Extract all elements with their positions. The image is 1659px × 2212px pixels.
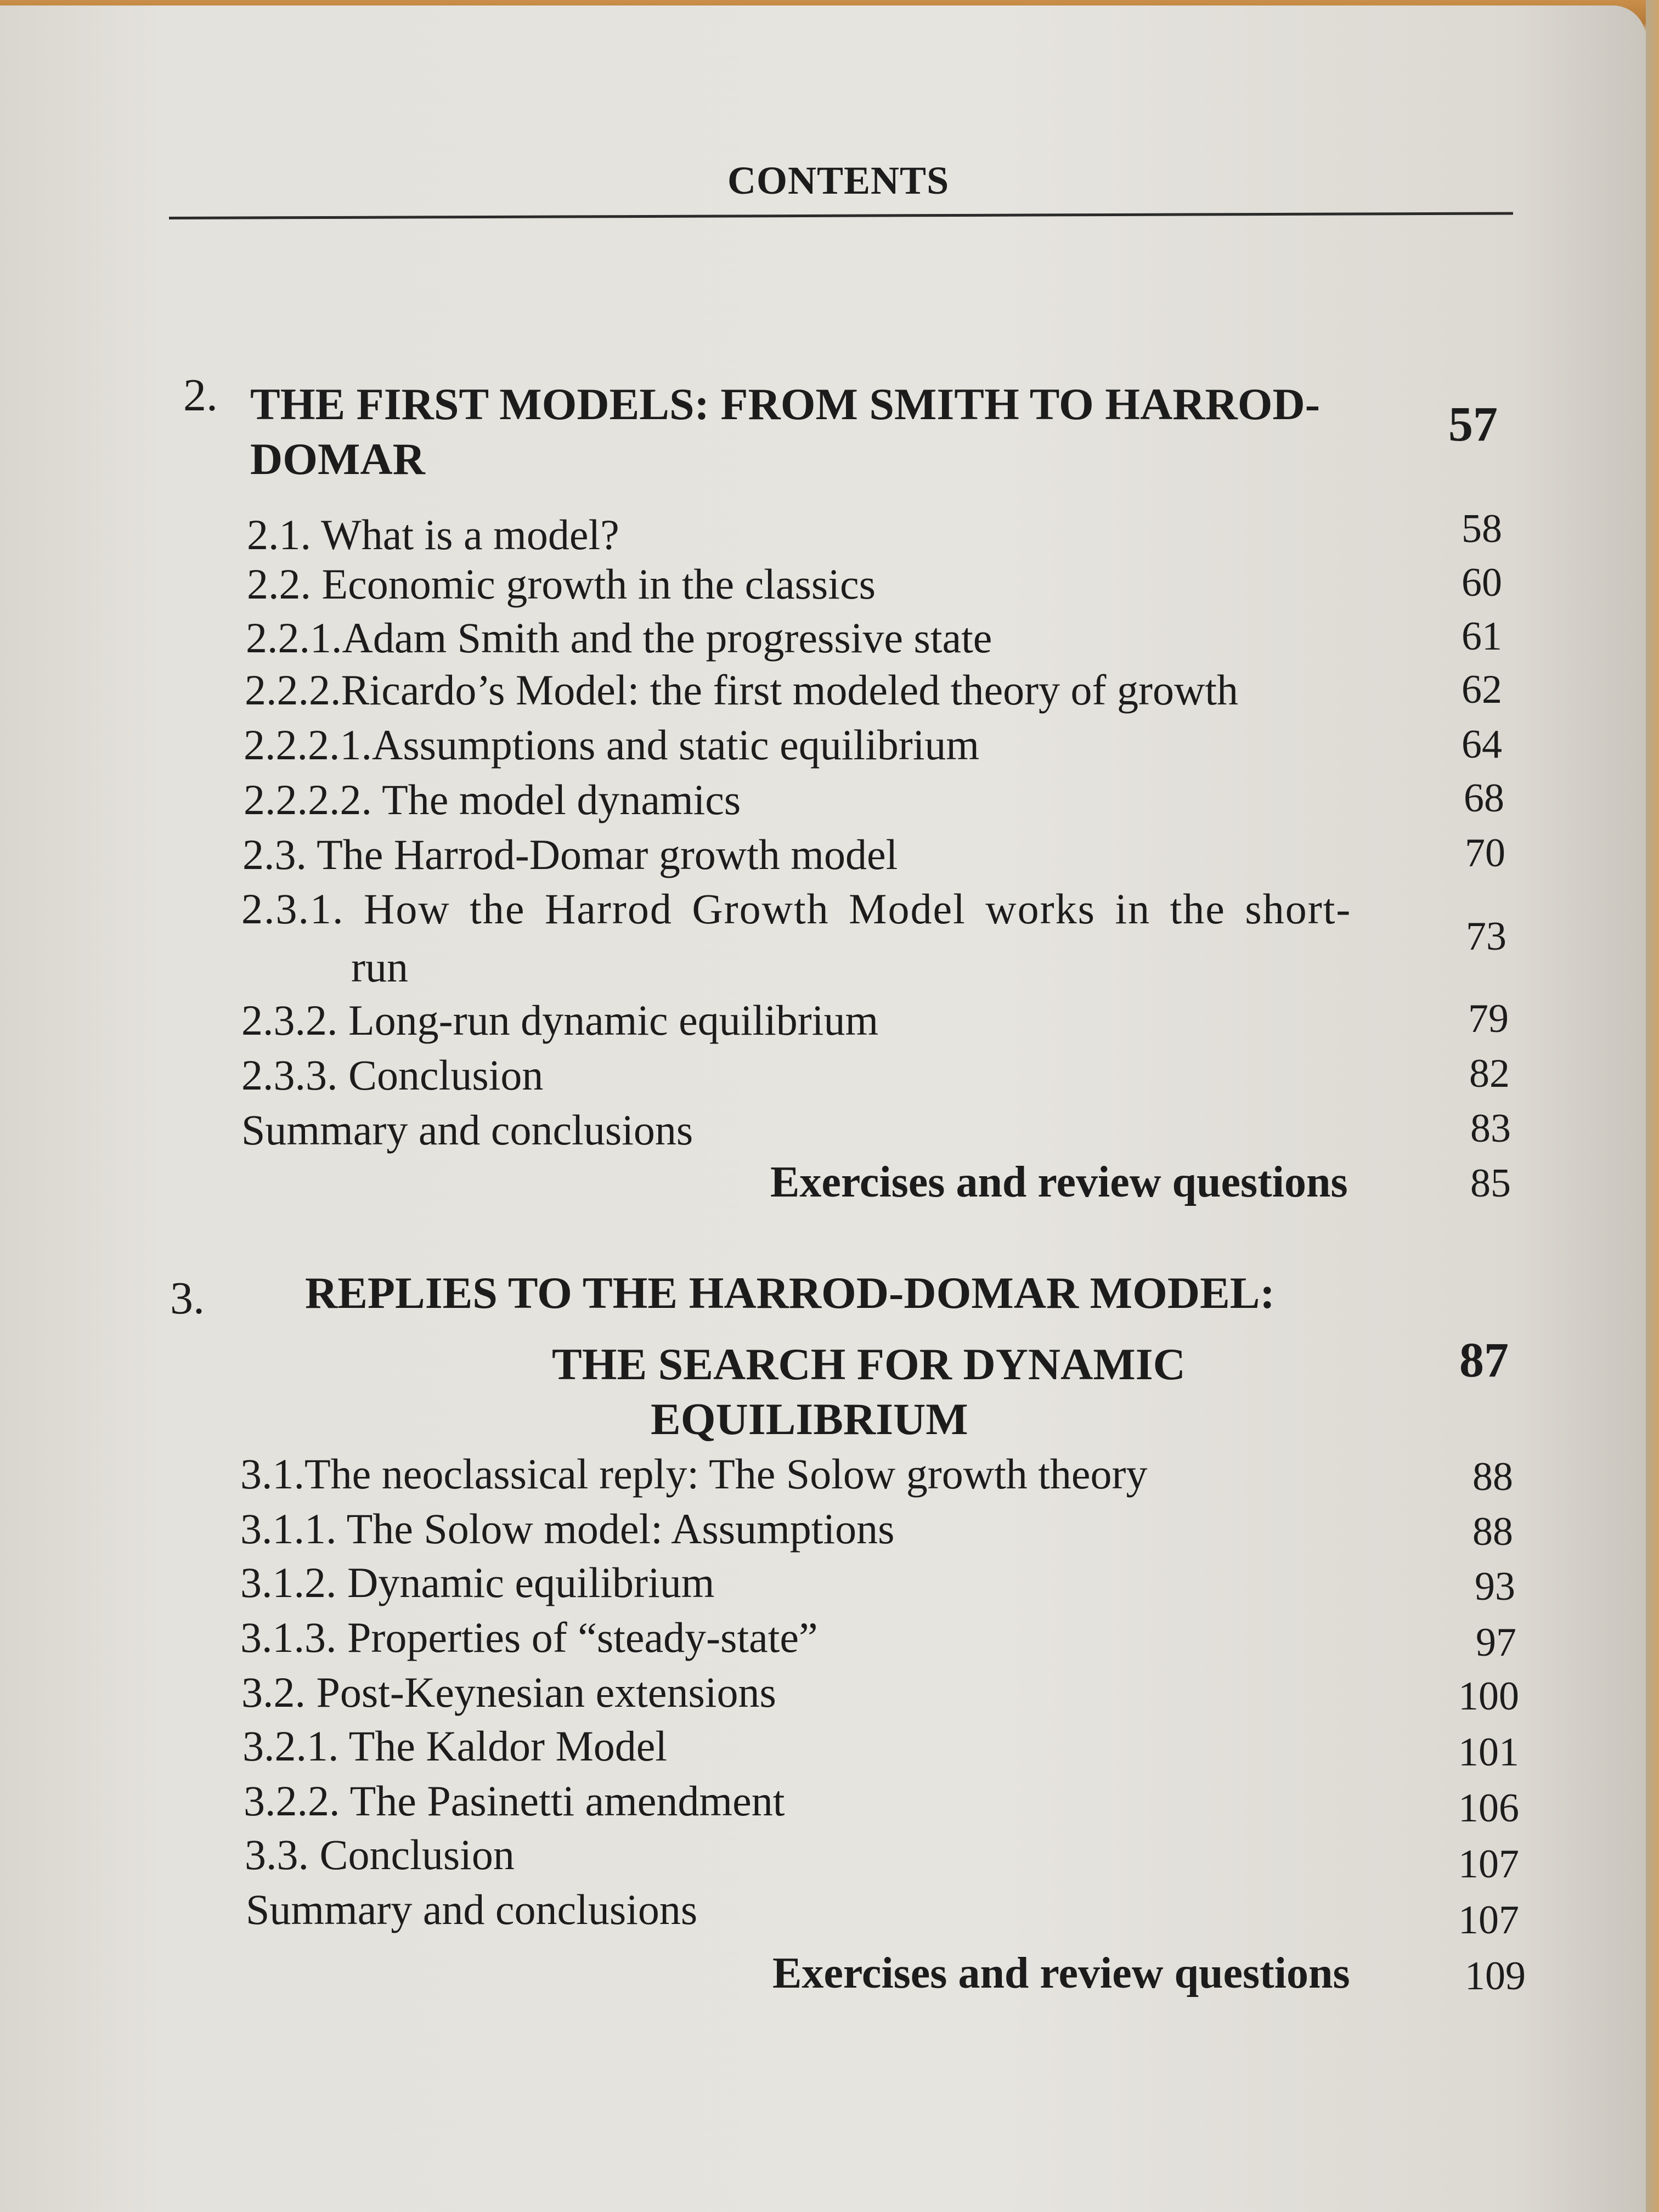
toc-page-number: 64 [1462,722,1502,767]
toc-entry: Summary and conclusions [241,1106,693,1154]
toc-entry: 2.3.2. Long-run dynamic equilibrium [241,996,879,1044]
chapter-title-line: THE FIRST MODELS: FROM SMITH TO HARROD- [250,379,1321,429]
toc-entry: 3.2. Post-Keynesian extensions [241,1668,776,1716]
toc-page-number: 107 [1458,1842,1519,1887]
toc-entry: Summary and conclusions [246,1886,698,1933]
toc-entry: 2.3.3. Conclusion [241,1051,544,1099]
toc-page-number: 62 [1462,667,1502,712]
toc-entry-continuation: run [351,943,408,991]
toc-entry: 3.1.1. The Solow model: Assumptions [240,1505,895,1553]
toc-page-number: 97 [1476,1620,1516,1665]
toc-page-number: 60 [1462,560,1502,605]
toc-page-number: 101 [1458,1730,1519,1775]
chapter-title-line: EQUILIBRIUM [651,1394,968,1444]
toc-page-number: 61 [1462,614,1502,659]
toc-page-number: 100 [1458,1674,1519,1719]
toc-entry: 2.3.1. How the Harrod Growth Model works in the short- [241,885,1352,933]
toc-page-number: 79 [1468,996,1509,1041]
exercises-heading: Exercises and review questions [770,1158,1348,1206]
toc-entry: 3.3. Conclusion [245,1831,515,1878]
toc-page-number: 88 [1472,1509,1513,1554]
chapter-page-number: 87 [1459,1333,1509,1387]
chapter-page-number: 57 [1448,397,1498,452]
toc-page-number: 93 [1475,1564,1515,1609]
chapter-number: 3. [170,1273,205,1324]
chapter-title-line: THE SEARCH FOR DYNAMIC [552,1339,1186,1389]
toc-entry: 2.2.1.Adam Smith and the progressive state [246,614,992,662]
toc-entry: 3.1.3. Properties of “steady-state” [240,1613,818,1661]
toc-entry: 3.2.1. The Kaldor Model [242,1722,668,1770]
toc-page-number: 88 [1472,1454,1513,1499]
chapter-title-line: DOMAR [250,434,425,484]
toc-entry: 2.2.2.2. The model dynamics [244,776,741,823]
toc-page-number: 73 [1466,914,1506,959]
toc-page-number: 70 [1465,831,1505,876]
toc-entry: 2.2.2.Ricardo’s Model: the first modeled theory of growth [245,666,1238,714]
toc-page-number: 83 [1470,1106,1511,1151]
toc-entry: 2.3. The Harrod-Domar growth model [242,831,898,878]
toc-page-number: 109 [1465,1954,1526,1999]
toc-entry: 2.1. What is a model? [247,511,619,558]
chapter-title-line: REPLIES TO THE HARROD-DOMAR MODEL: [305,1268,1275,1318]
book-right-edge [1646,0,1659,2212]
toc-page-number: 58 [1462,506,1502,551]
toc-page-number: 107 [1458,1898,1519,1943]
exercises-heading: Exercises and review questions [772,1949,1350,1997]
toc-page-number: 85 [1470,1161,1511,1206]
toc-entry: 3.1.The neoclassical reply: The Solow growth theory [240,1450,1148,1498]
toc-page-number: 82 [1469,1051,1510,1096]
toc-entry: 2.2.2.1.Assumptions and static equilibrium [244,721,980,769]
running-head: CONTENTS [727,159,950,202]
toc-page-number: 106 [1458,1786,1519,1831]
toc-entry: 3.2.2. The Pasinetti amendment [244,1777,785,1825]
toc-entry: 2.2. Economic growth in the classics [247,560,876,608]
chapter-number: 2. [183,370,218,421]
toc-page-number: 68 [1464,776,1504,821]
toc-entry: 3.1.2. Dynamic equilibrium [240,1559,715,1606]
